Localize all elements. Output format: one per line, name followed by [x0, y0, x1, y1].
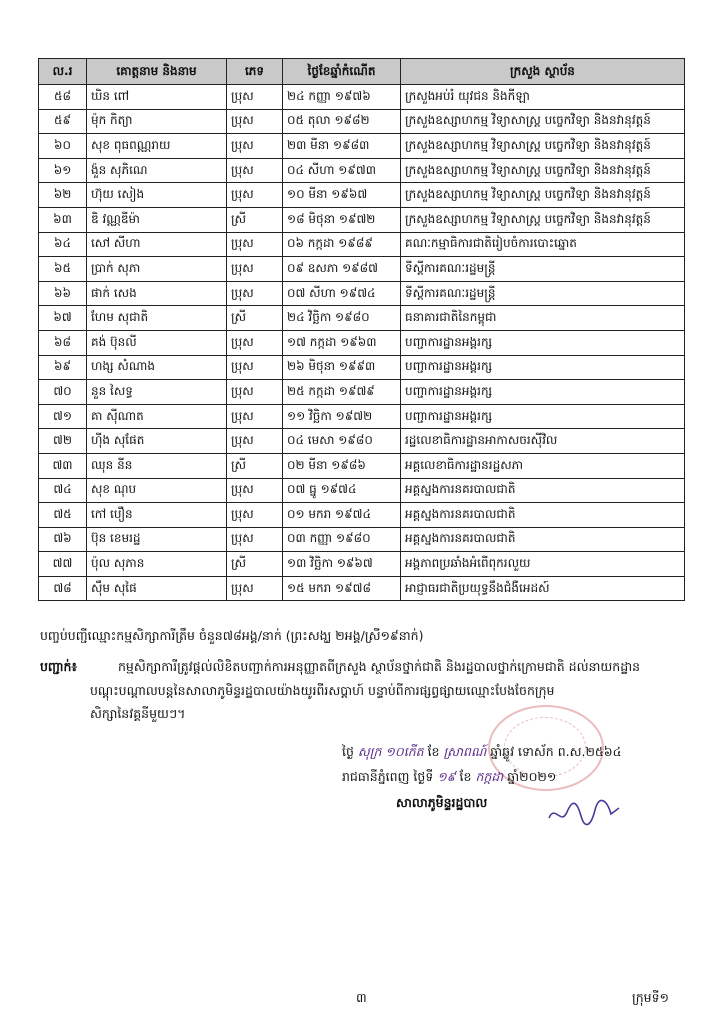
- table-body: [39, 85, 685, 601]
- cell-name: កៅ បឿន: [87, 503, 227, 528]
- cell-name: ឃិន ពៅ: [87, 85, 227, 110]
- lunar-month: ស្រាពណ៍: [443, 744, 487, 759]
- cell-gender: ស្រី: [227, 306, 283, 331]
- cell-institution: អគ្គស្នងការនគរបាលជាតិ: [401, 503, 685, 528]
- table-row: [39, 183, 685, 208]
- cell-gender: ប្រុស: [227, 576, 283, 601]
- note-line-1: កម្មសិក្សាការីត្រូវផ្តល់លិខិតបញ្ជាក់ការអនុញ្ញាតពីក្រសួង ស្ថាប័នថ្នាក់ជាតិ និងរដ្ឋបាលថ្នាក់ក្រោមជាតិ ដល់នាយកដ្ឋាន: [118, 659, 641, 674]
- cell-no: ៦១: [39, 158, 87, 183]
- cell-institution: ក្រសួងឧស្សាហកម្ម វិទ្យាសាស្ត្រ បច្ចេកវិទ្យា និងនវានុវត្តន៍: [401, 183, 685, 208]
- cell-institution: ក្រសួងឧស្សាហកម្ម វិទ្យាសាស្ត្រ បច្ចេកវិទ្យា និងនវានុវត្តន៍: [401, 109, 685, 134]
- cell-dob: ២៤ កញ្ញា ១៩៧៦: [283, 85, 401, 110]
- cell-gender: ប្រុស: [227, 85, 283, 110]
- cell-dob: ២៤ វិច្ឆិកា ១៩៨០: [283, 306, 401, 331]
- table-header-row: [39, 59, 685, 85]
- cell-institution: ក្រសួងឧស្សាហកម្ម វិទ្យាសាស្ត្រ បច្ចេកវិទ្យា និងនវានុវត្តន៍: [401, 158, 685, 183]
- table-row: [39, 281, 685, 306]
- cell-no: ៧៧: [39, 552, 87, 577]
- header-no: ល.រ: [39, 59, 87, 85]
- cell-dob: ២៣ មីនា ១៩៨៣: [283, 134, 401, 159]
- cell-gender: ប្រុស: [227, 134, 283, 159]
- cell-name: សុខ ណុប: [87, 478, 227, 503]
- cell-institution: បញ្ជាការដ្ឋានអង្គរក្ស: [401, 355, 685, 380]
- lunar-year: ឆ្នាំឆ្លូវ ទោស័ក ព.ស.២៥៦៤: [490, 744, 622, 759]
- cell-dob: ០៤ សីហា ១៩៧៣: [283, 158, 401, 183]
- cell-dob: ០១ មករា ១៩៧៤: [283, 503, 401, 528]
- summary-text: បញ្ចប់បញ្ជីឈ្មោះកម្មសិក្សាការីត្រឹម ចំនួន៧៨អង្គ/នាក់ (ព្រះសង្ឃ ២អង្គ/ស្រី១៩នាក់): [40, 628, 424, 643]
- cell-gender: ស្រី: [227, 552, 283, 577]
- header-dob: ថ្ងៃខែឆ្នាំកំណើត: [283, 59, 401, 85]
- cell-no: ៦៧: [39, 306, 87, 331]
- cell-institution: គណៈកម្មាធិការជាតិរៀបចំការបោះឆ្នោត: [401, 232, 685, 257]
- cell-dob: ២៥ កក្កដា ១៩៧៩: [283, 380, 401, 405]
- table-row: [39, 404, 685, 429]
- lunar-month-label: ខែ: [427, 744, 440, 759]
- table-row: [39, 158, 685, 183]
- cell-name: ឌិ វណ្ណឌីម៉ា: [87, 207, 227, 232]
- cell-dob: ០៧ សីហា ១៩៧៤: [283, 281, 401, 306]
- header-institution: ក្រសួង ស្ថាប័ន: [401, 59, 685, 85]
- table-row: [39, 576, 685, 601]
- cell-no: ៦៨: [39, 330, 87, 355]
- cell-institution: ធនាគារជាតិនៃកម្ពុជា: [401, 306, 685, 331]
- lunar-date-line: [342, 744, 621, 763]
- cell-gender: ប្រុស: [227, 158, 283, 183]
- cell-institution: បញ្ជាការដ្ឋានអង្គរក្ស: [401, 330, 685, 355]
- cell-name: នួន សៃទ្ធ: [87, 380, 227, 405]
- table-row: [39, 355, 685, 380]
- cell-no: ៧៤: [39, 478, 87, 503]
- cell-no: ៧៦: [39, 527, 87, 552]
- table-row: [39, 85, 685, 110]
- cell-no: ៦៩: [39, 355, 87, 380]
- table-row: [39, 478, 685, 503]
- cell-gender: ស្រី: [227, 207, 283, 232]
- cell-no: ៧៣: [39, 453, 87, 478]
- cell-dob: ០៧ ធ្នូ ១៩៧៤: [283, 478, 401, 503]
- cell-name: សុខ ពុធពណ្ណរាយ: [87, 134, 227, 159]
- cell-no: ៧៨: [39, 576, 87, 601]
- table-row: [39, 306, 685, 331]
- solar-month-label: ខែ: [459, 769, 472, 784]
- cell-name: គា ស៊ីណាត: [87, 404, 227, 429]
- cell-institution: ក្រសួងអប់រំ យុវជន និងកីឡា: [401, 85, 685, 110]
- cell-name: ស៊ឹម សុផៃ: [87, 576, 227, 601]
- group-label: ក្រុមទី១: [632, 990, 669, 1005]
- solar-day: ១៩: [437, 769, 456, 784]
- trainee-table: [38, 58, 685, 601]
- cell-no: ៧០: [39, 380, 87, 405]
- page-number: ៣: [356, 990, 367, 1005]
- cell-no: ៥៩: [39, 109, 87, 134]
- cell-institution: បញ្ជាការដ្ឋានអង្គរក្ស: [401, 380, 685, 405]
- solar-prefix: រាជធានីភ្នំពេញ ថ្ងៃទី: [342, 769, 434, 784]
- cell-name: ហង្ស សំណាង: [87, 355, 227, 380]
- cell-institution: ទីស្តីការគណៈរដ្ឋមន្ត្រី: [401, 281, 685, 306]
- cell-dob: ២៦ មិថុនា ១៩៩៣: [283, 355, 401, 380]
- cell-dob: ១១ វិច្ឆិកា ១៩៧២: [283, 404, 401, 429]
- cell-institution: ទីស្តីការគណៈរដ្ឋមន្ត្រី: [401, 257, 685, 282]
- cell-institution: អាជ្ញាធរជាតិប្រយុទ្ធនឹងជំងឺអេដស៍: [401, 576, 685, 601]
- cell-gender: ប្រុស: [227, 478, 283, 503]
- cell-no: ៧៥: [39, 503, 87, 528]
- note-line-2: បណ្តុះបណ្តាលបន្តនៃសាលាភូមិន្ទរដ្ឋបាលយ៉ាងយូរពីរសប្តាហ៍ បន្ទាប់ពីការផ្សព្វផ្សាយឈ្មោះបែងចែកក្រុម: [90, 683, 555, 698]
- cell-no: ៦២: [39, 183, 87, 208]
- lunar-day: សុក្រ ១០កើត: [357, 744, 424, 759]
- cell-name: ប៉ុល សុភាន: [87, 552, 227, 577]
- cell-dob: ០៥ តុលា ១៩៨២: [283, 109, 401, 134]
- note-label: បញ្ជាក់៖: [40, 659, 77, 674]
- table-row: [39, 109, 685, 134]
- table-row: [39, 503, 685, 528]
- cell-name: ឈុន នីន: [87, 453, 227, 478]
- cell-name: ផាក់ សេង: [87, 281, 227, 306]
- table-row: [39, 527, 685, 552]
- cell-institution: អង្គភាពប្រឆាំងអំពើពុករលួយ: [401, 552, 685, 577]
- cell-dob: ០២ មីនា ១៩៨៦: [283, 453, 401, 478]
- cell-gender: ប្រុស: [227, 404, 283, 429]
- cell-name: ប៊ុន ខេមរដ្ឋ: [87, 527, 227, 552]
- signature: [545, 796, 625, 834]
- table-row: [39, 429, 685, 454]
- cell-gender: ប្រុស: [227, 183, 283, 208]
- cell-dob: ១៧ កក្កដា ១៩៦៣: [283, 330, 401, 355]
- table-row: [39, 330, 685, 355]
- table-row: [39, 257, 685, 282]
- cell-dob: ១៣ វិច្ឆិកា ១៩៦៧: [283, 552, 401, 577]
- cell-dob: ០៤ មេសា ១៩៨០: [283, 429, 401, 454]
- institution-name: សាលាភូមិន្ទរដ្ឋបាល: [396, 795, 488, 810]
- cell-no: ៦៦: [39, 281, 87, 306]
- cell-institution: រដ្ឋលេខាធិការដ្ឋានអាកាសចរស៊ីវិល: [401, 429, 685, 454]
- cell-name: សៅ សីហា: [87, 232, 227, 257]
- table-row: [39, 380, 685, 405]
- cell-institution: ក្រសួងឧស្សាហកម្ម វិទ្យាសាស្ត្រ បច្ចេកវិទ្យា និងនវានុវត្តន៍: [401, 207, 685, 232]
- solar-month: កក្កដា: [475, 769, 504, 784]
- cell-name: ង៉ួន សុភិណេ: [87, 158, 227, 183]
- cell-dob: ១០ មីនា ១៩៦៧: [283, 183, 401, 208]
- cell-no: ៧១: [39, 404, 87, 429]
- lunar-prefix: ថ្ងៃ: [342, 744, 354, 759]
- solar-date-line: [342, 769, 556, 788]
- table-row: [39, 232, 685, 257]
- cell-name: ប្រាក់ សុភា: [87, 257, 227, 282]
- cell-gender: ប្រុស: [227, 429, 283, 454]
- solar-year: ឆ្នាំ២០២១: [507, 769, 557, 784]
- cell-gender: ប្រុស: [227, 281, 283, 306]
- cell-no: ៦៤: [39, 232, 87, 257]
- cell-institution: អគ្គស្នងការនគរបាលជាតិ: [401, 478, 685, 503]
- cell-institution: ក្រសួងឧស្សាហកម្ម វិទ្យាសាស្ត្រ បច្ចេកវិទ្យា និងនវានុវត្តន៍: [401, 134, 685, 159]
- cell-gender: ប្រុស: [227, 503, 283, 528]
- cell-dob: ១៥ មករា ១៩៧៨: [283, 576, 401, 601]
- cell-no: ៧២: [39, 429, 87, 454]
- cell-gender: ប្រុស: [227, 232, 283, 257]
- cell-dob: ១៨ មិថុនា ១៩៧២: [283, 207, 401, 232]
- cell-name: គង់ ប៊ុនលី: [87, 330, 227, 355]
- cell-institution: បញ្ជាការដ្ឋានអង្គរក្ស: [401, 404, 685, 429]
- cell-no: ៦៣: [39, 207, 87, 232]
- trainee-table-container: [38, 58, 684, 601]
- note-line-3: សិក្សានៃវគ្គនីមួយៗ។: [90, 706, 186, 721]
- cell-name: ហែម សុជាតិ: [87, 306, 227, 331]
- table-row: [39, 134, 685, 159]
- cell-gender: ប្រុស: [227, 330, 283, 355]
- cell-institution: អគ្គលេខាធិការដ្ឋានរដ្ឋសភា: [401, 453, 685, 478]
- table-row: [39, 207, 685, 232]
- cell-no: ៦០: [39, 134, 87, 159]
- cell-no: ៥៨: [39, 85, 87, 110]
- cell-gender: ប្រុស: [227, 380, 283, 405]
- header-name: គោត្តនាម និងនាម: [87, 59, 227, 85]
- cell-dob: ០៩ ឧសភា ១៩៨៧: [283, 257, 401, 282]
- header-gender: ភេទ: [227, 59, 283, 85]
- cell-dob: ០៦ កក្កដា ១៩៨៩: [283, 232, 401, 257]
- table-row: [39, 453, 685, 478]
- cell-no: ៦៥: [39, 257, 87, 282]
- table-row: [39, 552, 685, 577]
- cell-name: ហ៊ីង សុផែត: [87, 429, 227, 454]
- cell-institution: អគ្គស្នងការនគរបាលជាតិ: [401, 527, 685, 552]
- cell-name: ម៉ុក កិត្យា: [87, 109, 227, 134]
- cell-gender: ប្រុស: [227, 527, 283, 552]
- cell-gender: ស្រី: [227, 453, 283, 478]
- cell-dob: ០៣ កញ្ញា ១៩៨០: [283, 527, 401, 552]
- cell-name: ហ៊ុយ សៀង: [87, 183, 227, 208]
- cell-gender: ប្រុស: [227, 355, 283, 380]
- cell-gender: ប្រុស: [227, 109, 283, 134]
- cell-gender: ប្រុស: [227, 257, 283, 282]
